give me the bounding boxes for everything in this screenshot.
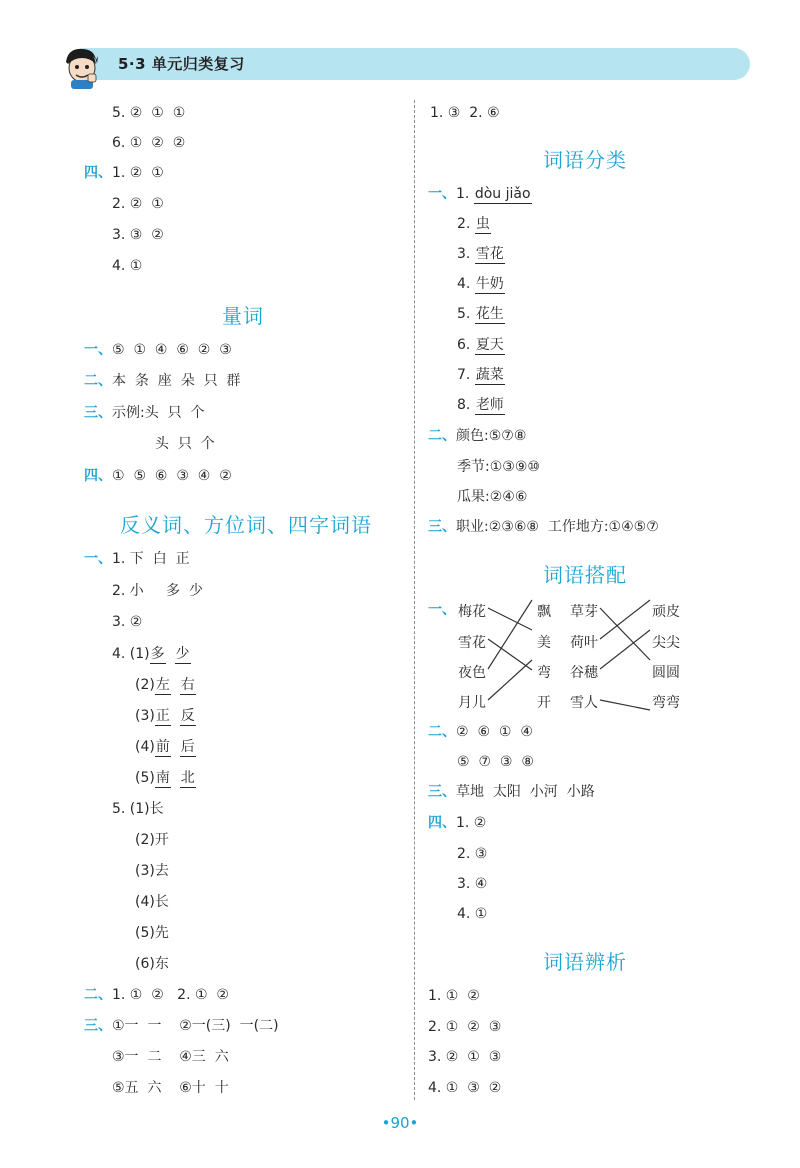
answer-text: (4): [135, 739, 155, 755]
answer-line: [135, 738, 196, 756]
answer-line: 3. ④: [457, 876, 488, 892]
answer-line: [428, 518, 659, 536]
answer-line: 2. ① ② ③: [428, 1019, 502, 1035]
section-title: 词语分类: [543, 148, 627, 172]
section-label: 一、: [428, 186, 456, 202]
answer-line: [428, 185, 532, 203]
match-line: [488, 660, 532, 700]
section-label: 三、: [84, 405, 112, 421]
column-divider: [414, 100, 415, 1100]
underlined-word: 牛奶: [475, 276, 504, 292]
match-word: 顽皮: [652, 604, 680, 620]
answer-text: ① ⑤ ⑥ ③ ④ ②: [112, 468, 232, 484]
answer-line: 瓜果:②④⑥: [457, 489, 528, 505]
match-word: 弯: [537, 665, 551, 681]
answer-line: 3. ③ ②: [112, 227, 164, 243]
underlined-word: 雪花: [475, 246, 504, 262]
section-label: 一、: [84, 551, 112, 567]
underlined-word: 多: [150, 646, 165, 662]
answer-line: 1. ① ②: [428, 988, 480, 1004]
answer-line: 2. ③: [457, 846, 488, 862]
page-header: [58, 44, 750, 84]
section-title: 词语搭配: [543, 563, 627, 587]
section-label: 三、: [428, 784, 456, 800]
answer-line: (6)东: [135, 956, 169, 972]
match-line: [600, 700, 650, 710]
answer-text: 职业:②③⑥⑧ 工作地方:①④⑤⑦: [456, 519, 659, 535]
match-word: 美: [537, 635, 551, 651]
answer-line: [457, 336, 505, 354]
answer-line: [84, 986, 229, 1004]
match-line: [600, 608, 650, 660]
item-number: 4.: [457, 276, 475, 292]
answer-line: 3. ② ① ③: [428, 1049, 502, 1065]
answer-line: ③一 二 ④三 六: [112, 1049, 229, 1065]
answer-line: (3)去: [135, 863, 169, 879]
answer-line: 5. (1)长: [112, 801, 164, 817]
match-word: 开: [537, 695, 551, 711]
section-label: 二、: [428, 428, 456, 444]
match-word: 弯弯: [652, 695, 680, 711]
underlined-word: 夏天: [475, 337, 504, 353]
section-label: 三、: [84, 1018, 112, 1034]
answer-line: [428, 723, 533, 741]
match-line: [488, 600, 532, 669]
answer-text: (2): [135, 677, 155, 693]
answer-text: (3): [135, 708, 155, 724]
underlined-word: 右: [180, 677, 195, 693]
matching-lines: [420, 590, 710, 720]
answer-line: [135, 676, 196, 694]
answer-line: ⑤ ⑦ ③ ⑧: [457, 754, 534, 770]
item-number: 5.: [457, 306, 475, 322]
answer-line: [457, 396, 505, 414]
answer-line: (2)开: [135, 832, 169, 848]
match-word: 圆圆: [652, 665, 680, 681]
answer-line: 3. ②: [112, 614, 143, 630]
answer-line: 4. ① ③ ②: [428, 1080, 502, 1096]
answer-line: [84, 404, 205, 422]
answer-line: [84, 372, 241, 390]
underlined-word: 南: [155, 770, 170, 786]
underlined-word: 反: [180, 708, 195, 724]
answer-text: 1. 下 白 正: [112, 551, 190, 567]
answer-line: 2. 小 多 少: [112, 583, 203, 599]
match-word: 谷穗: [570, 665, 598, 681]
section-label: 一、: [428, 602, 456, 618]
answer-text: 示例:头 只 个: [112, 405, 205, 421]
header-title: 5·3 单元归类复习: [118, 55, 245, 73]
answer-text: 草地 太阳 小河 小路: [456, 784, 595, 800]
answer-line: [457, 245, 505, 263]
item-number: 3.: [457, 246, 475, 262]
match-word: 荷叶: [570, 635, 598, 651]
section-label: 二、: [84, 373, 112, 389]
answer-line: (5)先: [135, 925, 169, 941]
answer-line: [457, 215, 491, 233]
answer-line: [457, 305, 505, 323]
match-word: 草芽: [570, 604, 598, 620]
section-label: 二、: [84, 987, 112, 1003]
match-line: [600, 630, 650, 669]
underlined-word: 北: [180, 770, 195, 786]
answer-line: 头 只 个: [155, 436, 215, 452]
page-number: •90•: [381, 1114, 419, 1132]
underlined-word: 前: [155, 739, 170, 755]
answer-line: ⑤五 六 ⑥十 十: [112, 1080, 229, 1096]
answer-line: [135, 769, 196, 787]
answer-line: [428, 427, 526, 445]
underlined-word: 花生: [475, 306, 504, 322]
answer-line: (4)长: [135, 894, 169, 910]
section-label: 四、: [428, 815, 456, 831]
answer-text: ①一 一 ②一(三) 一(二): [112, 1018, 279, 1034]
answer-text: 颜色:⑤⑦⑧: [456, 428, 527, 444]
answer-line: [457, 275, 505, 293]
item-number: 6.: [457, 337, 475, 353]
answer-text: 4. (1): [112, 646, 150, 662]
answer-text: ② ⑥ ① ④: [456, 724, 533, 740]
match-word: 飘: [537, 604, 551, 620]
section-title: 量词: [222, 304, 264, 328]
answer-line: 季节:①③⑨⑩: [457, 459, 540, 475]
answer-line: [84, 341, 232, 359]
answer-line: [84, 467, 232, 485]
underlined-word: 正: [155, 708, 170, 724]
answer-text: 本 条 座 朵 只 群: [112, 373, 241, 389]
underlined-word: 蔬菜: [475, 367, 504, 383]
answer-text: 1. ① ② 2. ① ②: [112, 987, 229, 1003]
match-word: 雪花: [458, 635, 486, 651]
section-label: 四、: [84, 165, 112, 181]
answer-line: 5. ② ① ①: [112, 105, 186, 121]
answer-line: [457, 366, 505, 384]
section-label: 四、: [84, 468, 112, 484]
section-label: 一、: [84, 342, 112, 358]
answer-line: [84, 550, 190, 568]
section-title: 词语辨析: [543, 950, 627, 974]
answer-text: 1. ②: [456, 815, 487, 831]
item-number: 7.: [457, 367, 475, 383]
underlined-word: dòu jiǎo: [474, 186, 531, 202]
answer-line: [428, 814, 486, 832]
answer-line: [428, 783, 595, 801]
answer-line: [84, 1017, 279, 1035]
match-word: 夜色: [458, 665, 486, 681]
answer-line: [84, 164, 164, 182]
answer-text: (5): [135, 770, 155, 786]
answer-text: ⑤ ① ④ ⑥ ② ③: [112, 342, 232, 358]
section-label: 二、: [428, 724, 456, 740]
answer-line: 4. ①: [457, 906, 488, 922]
mascot-icon: [58, 44, 104, 90]
match-word: 尖尖: [652, 635, 680, 651]
underlined-word: 后: [180, 739, 195, 755]
match-word: 月儿: [458, 695, 486, 711]
underlined-word: 少: [175, 646, 190, 662]
answer-line: [112, 645, 191, 663]
answer-line: [135, 707, 196, 725]
answer-line: 1. ③ 2. ⑥: [430, 105, 500, 121]
item-number: 2.: [457, 216, 475, 232]
section-label: 三、: [428, 519, 456, 535]
answer-line: 2. ② ①: [112, 196, 164, 212]
underlined-word: 左: [155, 677, 170, 693]
section-title: 反义词、方位词、四字词语: [120, 513, 372, 537]
answer-line: 4. ①: [112, 258, 143, 274]
underlined-word: 老师: [475, 397, 504, 413]
match-word: 雪人: [570, 695, 598, 711]
answer-text: 1. ② ①: [112, 165, 164, 181]
item-number: 8.: [457, 397, 475, 413]
answer-text: 1.: [456, 186, 474, 202]
answer-line: 6. ① ② ②: [112, 135, 186, 151]
match-word: 梅花: [458, 604, 486, 620]
underlined-word: 虫: [475, 216, 490, 232]
